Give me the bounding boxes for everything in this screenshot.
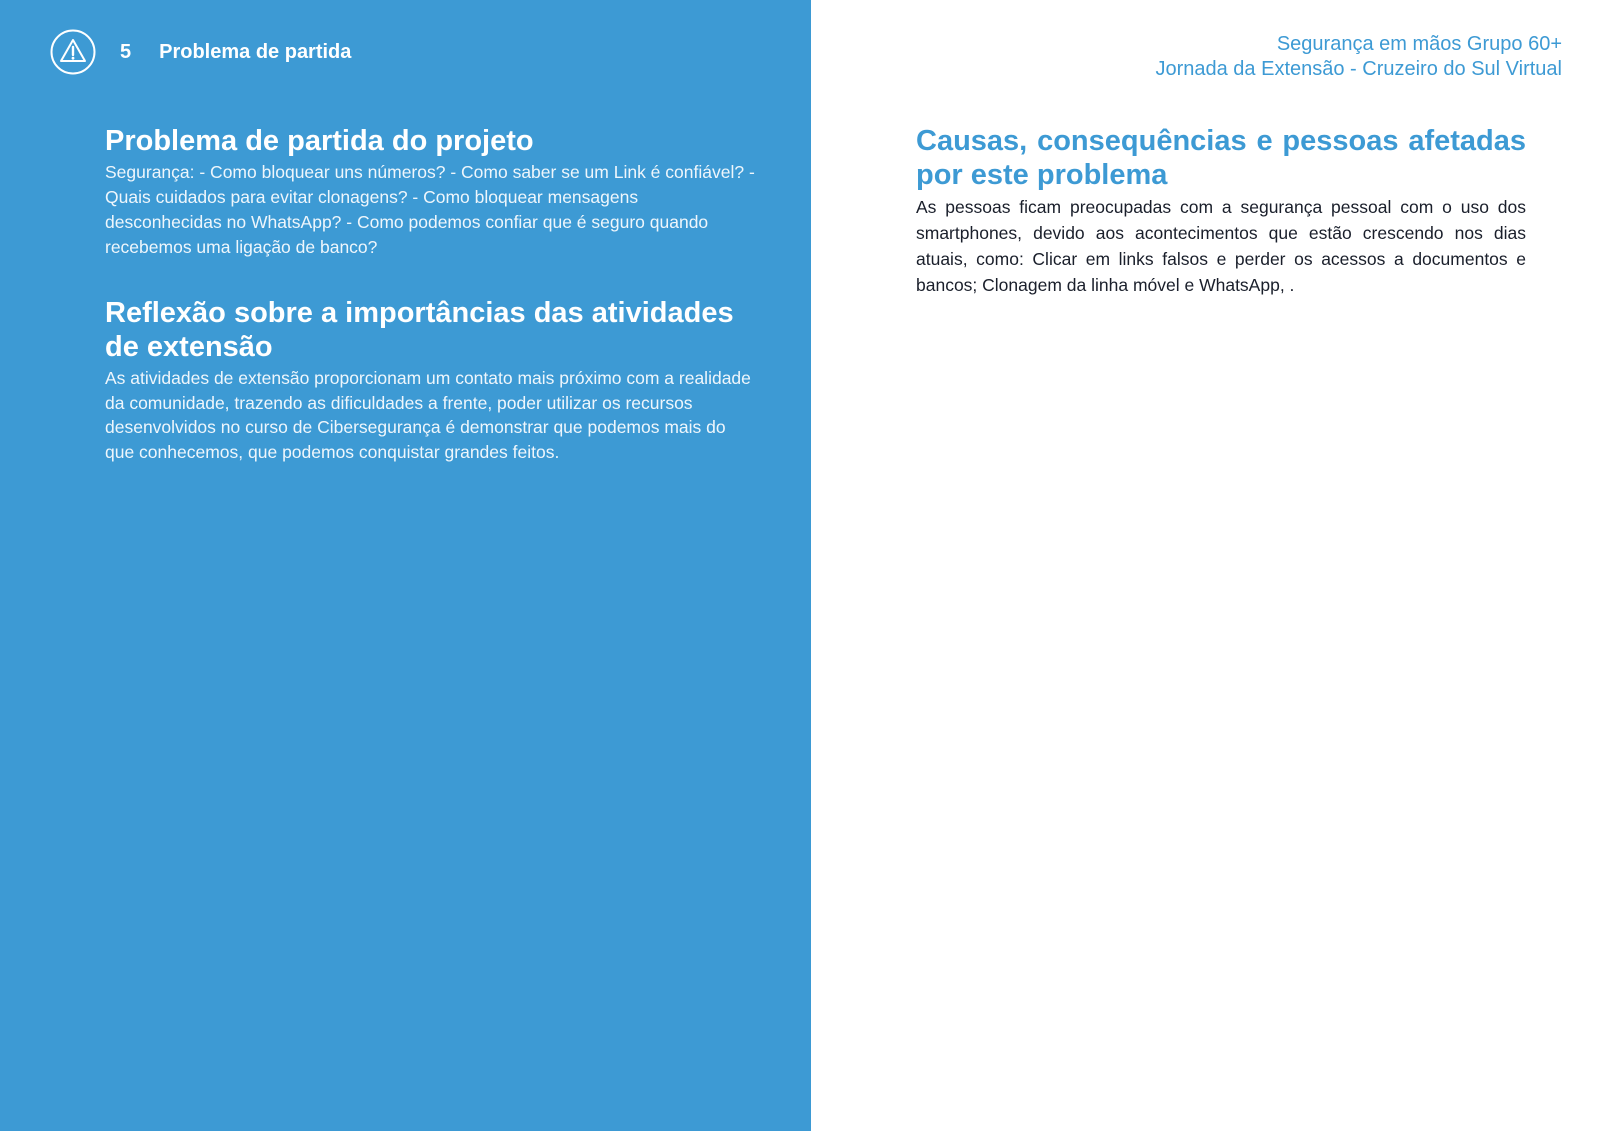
right-panel <box>811 0 1600 1131</box>
causes-heading: Causas, consequências e pessoas afetadas por este problema <box>916 125 1526 191</box>
problem-block <box>105 124 755 260</box>
warning-icon <box>50 29 96 75</box>
section-title: Problema de partida <box>159 40 352 63</box>
project-name: Segurança em mãos Grupo 60+ <box>1276 33 1562 55</box>
reflection-text: As atividades de extensão proporcionam um contato mais próximo com a realidade da comunidade, trazendo as dificuldades a frente, poder utilizar os recursos desenvolvidos no curso de Cibersegurança é demonstrar que podemos mais do que conhecemos, que podemos conquistar grandes feitos. <box>105 368 751 462</box>
problem-text: Segurança: - Como bloquear uns números? - Como saber se um Link é confiável? - Quais cuidados para evitar clonagens? - Como bloquear mensagens desconhecidas no WhatsApp? - Como podemos confiar que é seguro quando recebemos uma ligação de banco? <box>105 162 755 257</box>
section-number: 5 <box>120 40 132 63</box>
reflection-heading: Reflexão sobre a importâncias das atividades de extensão <box>105 297 734 363</box>
causes-text: As pessoas ficam preocupadas com a segurança pessoal com o uso dos smartphones, devido aos acontecimentos que estão crescendo nos dias atuais, como: Clicar em links falsos e perder os acessos a documentos e bancos; Clonagem da linha móvel e WhatsApp, . <box>916 197 1526 295</box>
program-name: Jornada da Extensão - Cruzeiro do Sul Virtual <box>1155 58 1562 80</box>
section-header <box>50 28 351 76</box>
document-meta <box>1155 32 1562 82</box>
right-content <box>916 124 1526 298</box>
left-content <box>105 124 755 464</box>
reflection-block <box>105 296 755 464</box>
problem-heading: Problema de partida do projeto <box>105 125 534 157</box>
